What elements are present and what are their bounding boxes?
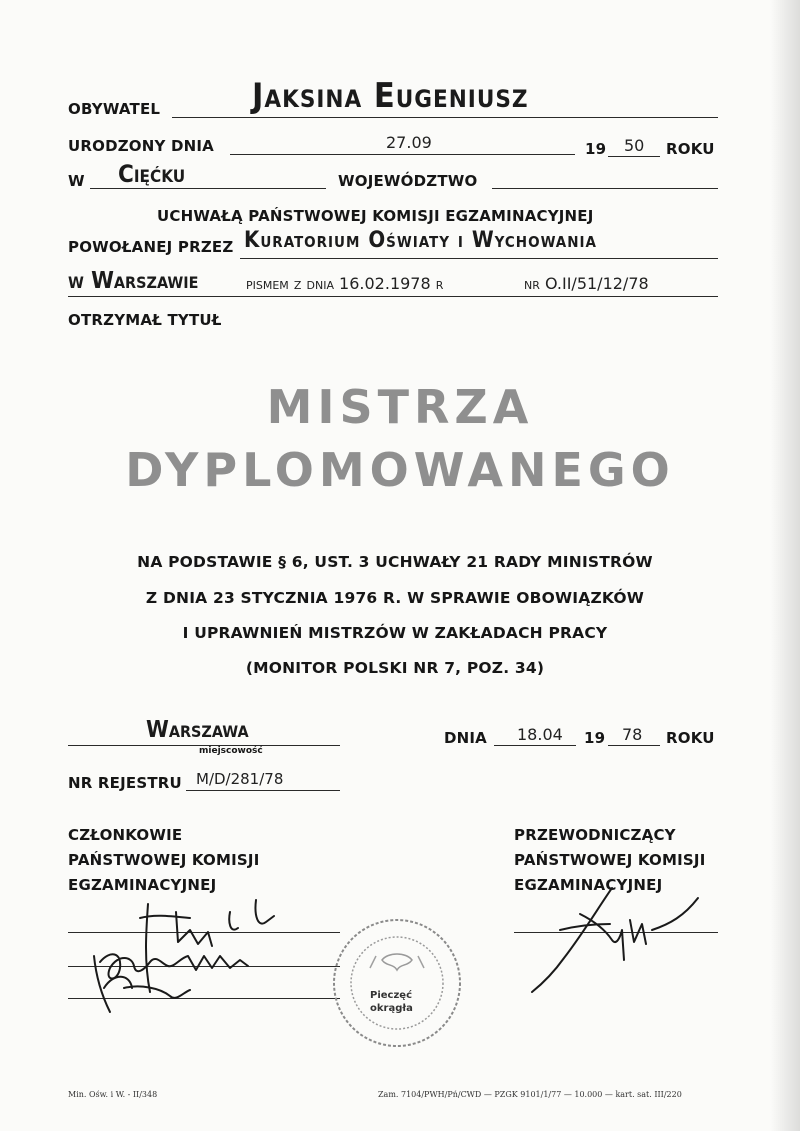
resolution-text: UCHWAŁĄ PAŃSTWOWEJ KOMISJI EGZAMINACYJNEJ <box>157 207 594 225</box>
members-line-1: CZŁONKOWIE <box>68 826 183 844</box>
letter-number: nr O.II/51/12/78 <box>524 274 649 293</box>
register-number: M/D/281/78 <box>196 770 284 788</box>
issue-place: Warszawa <box>146 717 249 743</box>
title-line-1: MISTRZA <box>266 380 534 434</box>
letter-date-text: pismem z dnia 16.02.1978 r <box>246 274 444 293</box>
authority-name: Kuratorium Oświaty i Wychowania <box>244 228 597 253</box>
born-year-word: ROKU <box>666 140 715 158</box>
chair-line-1: PRZEWODNICZĄCY <box>514 826 676 844</box>
legal-basis-4: (MONITOR POLSKI NR 7, POZ. 34) <box>245 659 545 677</box>
page-edge-shadow <box>770 0 800 1131</box>
legal-basis-1: NA PODSTAWIE § 6, UST. 3 UCHWAŁY 21 RADY MINISTRÓW <box>137 553 653 571</box>
round-seal <box>330 916 464 1050</box>
chair-line-3: EGZAMINACYJNEJ <box>514 876 663 894</box>
citizen-name: Jaksina Eugeniusz <box>252 76 529 116</box>
issue-year-prefix: 19 <box>584 729 606 747</box>
members-line-2: PAŃSTWOWEJ KOMISJI <box>68 851 260 869</box>
issue-date-line <box>494 745 576 746</box>
province-line <box>492 188 718 189</box>
born-year-line <box>608 156 660 157</box>
member-signatures <box>80 892 310 1022</box>
citizen-line <box>172 117 718 118</box>
members-line-3: EGZAMINACYJNEJ <box>68 876 217 894</box>
register-label: NR REJESTRU <box>68 774 182 792</box>
issue-year-word: ROKU <box>666 729 715 747</box>
issue-year-line <box>608 745 660 746</box>
citizen-label: OBYWATEL <box>68 100 161 118</box>
letter-line <box>68 296 718 297</box>
born-year-prefix: 19 <box>585 140 607 158</box>
seal-caption-1: Pieczęć <box>370 990 412 1001</box>
chair-line-2: PAŃSTWOWEJ KOMISJI <box>514 851 706 869</box>
authority-line <box>240 258 718 259</box>
title-line-2: DYPLOMOWANEGO <box>125 443 675 497</box>
issue-date: 18.04 <box>517 725 563 744</box>
born-date-line <box>230 154 575 155</box>
appointed-label: POWOŁANEJ PRZEZ <box>68 238 234 256</box>
register-line <box>186 790 340 791</box>
authority-city: w Warszawie <box>68 268 199 294</box>
legal-basis-3: I UPRAWNIEŃ MISTRZÓW W ZAKŁADACH PRACY <box>182 624 608 642</box>
province-label: WOJEWÓDZTWO <box>338 172 478 190</box>
seal-caption-2: okrągła <box>370 1003 413 1014</box>
received-label: OTRZYMAŁ TYTUŁ <box>68 311 222 329</box>
born-year-suffix: 50 <box>624 136 645 155</box>
legal-basis-2: Z DNIA 23 STYCZNIA 1976 R. W SPRAWIE OBOWIĄZKÓW <box>145 589 645 607</box>
issue-year-suffix: 78 <box>622 725 643 744</box>
seal-emblem-icon <box>330 916 464 1050</box>
footer-left: Min. Ośw. i W. - II/348 <box>68 1090 158 1099</box>
born-label: URODZONY DNIA <box>68 137 214 155</box>
born-place-line <box>90 188 326 189</box>
in-label: W <box>68 172 85 190</box>
footer-right: Zam. 7104/PWH/Pń/CWD — PZGK 9101/1/77 — 10.000 — kart. sat. III/220 <box>378 1090 682 1099</box>
issue-date-label: DNIA <box>444 729 487 747</box>
born-place: Cięćku <box>118 160 186 188</box>
issue-place-caption: miejscowość <box>199 746 263 756</box>
born-date: 27.09 <box>386 133 432 152</box>
chair-signature <box>520 880 720 1000</box>
